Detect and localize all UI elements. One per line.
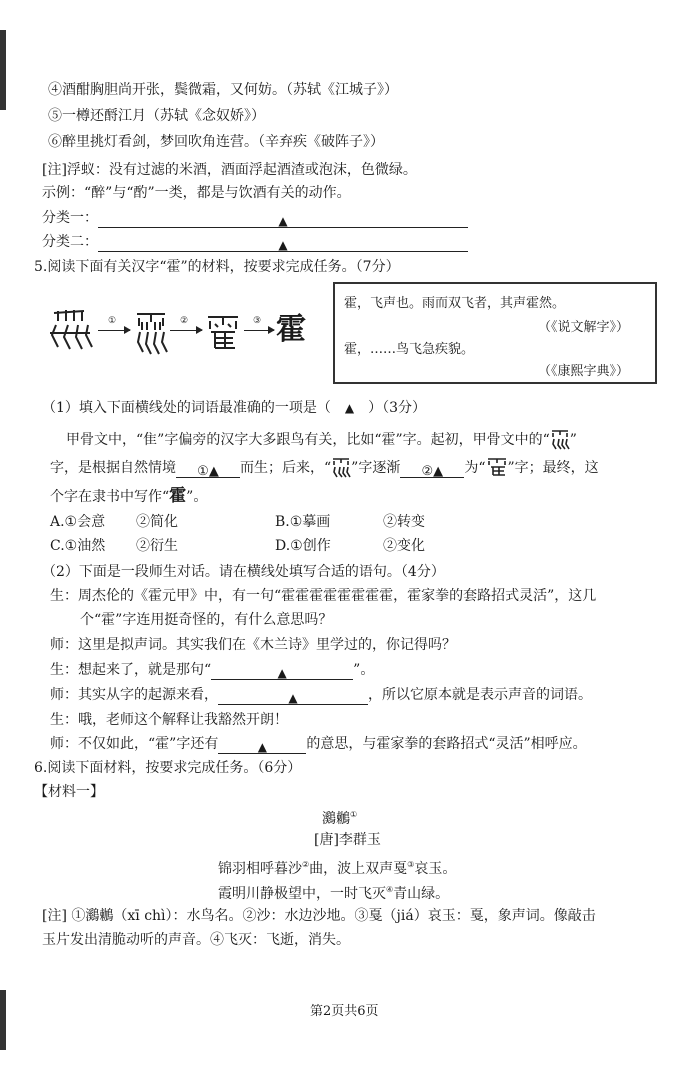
- dialog-line-4a: 师：其实从字的起源来看，: [50, 687, 218, 703]
- classify-one-blank[interactable]: [98, 211, 468, 228]
- dialog-line-6: [50, 734, 587, 754]
- note-q4: [注]浮蚁：没有过滤的米酒，酒面浮起酒渣或泡沫，色微绿。: [42, 162, 417, 178]
- option-a-2: ②简化: [136, 514, 178, 530]
- triangle-icon: ▲: [288, 691, 298, 705]
- classify-two-label: 分类二：: [42, 234, 98, 250]
- q5-title: 5.阅读下面有关汉字“霍”的材料，按要求完成任务。（7分）: [34, 259, 400, 275]
- q5-para-2-a: 字，是根据自然情境: [50, 460, 176, 476]
- dialog-line-6a: 师：不仅如此，“霍”字还有: [50, 736, 219, 752]
- dialog-line-4b: ，所以它原本就是表示声音的词语。: [368, 687, 592, 703]
- verse-1a: 锦羽相呼暮沙: [218, 861, 302, 877]
- q5-sub1-title-a: （1）填入下面横线处的词语最准确的一项是（: [42, 400, 331, 416]
- q5-para-2-d: 为“: [464, 460, 486, 476]
- dialog-line-2: 师：这里是拟声词。其实我们在《木兰诗》里学过的，你记得吗？: [50, 637, 456, 653]
- dialog-line-5: 生：哦，老师这个解释让我豁然开朗！: [50, 712, 288, 728]
- dialog-line-3: [50, 660, 374, 680]
- q5-para-1: [66, 428, 577, 450]
- material-one-label: 【材料一】: [34, 784, 104, 800]
- q5-para-3-a: 个字在隶书中写作“: [50, 489, 170, 505]
- poem-title-text: 鸂鶒: [322, 811, 350, 827]
- evolution-arrow-1: [98, 330, 130, 331]
- q5-para-1-close: ”: [569, 432, 577, 448]
- kangxi-quote: 霍，……鸟飞急疾貌。: [344, 342, 475, 357]
- evolution-arrow-2: [170, 330, 202, 331]
- classify-two-blank[interactable]: [98, 235, 468, 252]
- verse-1c: 哀玉。: [414, 861, 457, 877]
- triangle-icon: ▲: [278, 214, 288, 228]
- shuowen-source: （《说文解字》）: [538, 320, 630, 335]
- triangle-icon: ▲: [278, 238, 288, 252]
- q5-sub2-title: （2）下面是一段师生对话。请在横线处填写合适的语句。（4分）: [42, 564, 445, 580]
- dialog-blank-3[interactable]: [218, 737, 306, 754]
- step-num-3: ③: [253, 316, 262, 326]
- classify-one: [42, 208, 468, 228]
- kangxi-source: （《康熙字典》）: [538, 364, 630, 379]
- poem-author: [唐]李群玉: [314, 832, 381, 848]
- q5-sub1-title-b: ）（3分）: [368, 400, 427, 416]
- option-a[interactable]: A.①会意: [50, 514, 106, 530]
- option-b-2: ②转变: [383, 514, 425, 530]
- triangle-icon: ▲: [344, 401, 355, 415]
- classify-one-label: 分类一：: [42, 210, 98, 226]
- q5-para-2-e: ”字；最终，这: [507, 460, 599, 476]
- clerical-char-inline: 霍: [169, 486, 187, 506]
- verse-2b: 青山绿。: [393, 886, 450, 902]
- dialog-line-4: [50, 685, 592, 705]
- verse-2-note: ④: [386, 885, 394, 894]
- blank-1-label: ①▲: [197, 464, 219, 479]
- verse-2a: 霞明川静极望中，一时飞灭: [218, 886, 386, 902]
- bronze-char-inline-icon: [550, 428, 570, 450]
- bronze-char-icon: [134, 308, 168, 356]
- poem-line-5: ⑤一樽还酹江月（苏轼《念奴娇》）: [48, 108, 265, 124]
- q6-note-2: 玉片发出清脆动听的声音。④飞灭：飞逝，消失。: [42, 932, 350, 948]
- q5-para-3-b: ”。: [186, 489, 208, 505]
- triangle-icon: ▲: [277, 666, 287, 680]
- dialog-line-1b: 个“霍”字连用挺奇怪的，有什么意思吗？: [80, 612, 333, 628]
- classify-two: [42, 232, 468, 252]
- poem-title: [322, 805, 357, 829]
- binding-mark-top: [0, 30, 6, 110]
- verse-1-note-a: ②: [302, 860, 310, 869]
- q5-para-2-b: 而生；后来，“: [240, 460, 332, 476]
- option-c[interactable]: C.①油然: [50, 538, 106, 554]
- poem-line-4: ④酒酣胸胆尚开张，鬓微霜，又何妨。（苏轼《江城子》）: [48, 82, 398, 98]
- q6-title: 6.阅读下面材料，按要求完成任务。（6分）: [34, 760, 302, 776]
- poem-verse-2: [218, 880, 449, 904]
- dialog-line-1a: 生：周杰伦的《霍元甲》中，有一句“霍霍霍霍霍霍霍霍，霍家拳的套路招式灵活”，这几: [50, 588, 597, 604]
- poem-line-6: ⑥醉里挑灯看剑，梦回吹角连营。（辛弃疾《破阵子》）: [48, 134, 384, 150]
- q5-para-1-text: 甲骨文中，“隹”字偏旁的汉字大多跟鸟有关，比如“霍”字。起初，甲骨文中的“: [66, 432, 550, 448]
- seal-char-inline-icon: [486, 456, 508, 476]
- q5-para-3: [50, 486, 207, 507]
- q6-note-1: [注] ①鸂鶒（xī chì）：水鸟名。②沙：水边沙地。③戛（jiá）哀玉：戛，象声词。像敲击: [42, 908, 596, 924]
- binding-mark-bottom: [0, 990, 6, 1050]
- shuowen-quote: 霍，飞声也。雨而双飞者，其声霍然。: [344, 296, 566, 311]
- option-d-2: ②变化: [383, 538, 425, 554]
- step-num-2: ②: [180, 316, 189, 326]
- dialog-blank-2[interactable]: [218, 688, 368, 705]
- blank-2-label: ②▲: [421, 464, 444, 479]
- bronze-char-inline-icon: [331, 456, 351, 478]
- dialog-line-3a: 生：想起来了，就是那句“: [50, 662, 212, 678]
- q5-sub1-title: [42, 398, 426, 418]
- option-d[interactable]: D.①创作: [275, 538, 331, 554]
- clerical-char: 霍: [276, 312, 306, 347]
- option-c-2: ②衍生: [136, 538, 178, 554]
- page-footer: 第2页共6页: [310, 1004, 379, 1019]
- verse-1b: 曲，波上双声戛: [309, 861, 408, 877]
- q5-para-2: [50, 456, 599, 478]
- poem-verse-1: [218, 855, 456, 879]
- evolution-arrow-3: [244, 330, 274, 331]
- blank-2[interactable]: [400, 461, 464, 478]
- verse-1-note-b: ③: [407, 860, 415, 869]
- q5-para-2-c: ”字逐渐: [351, 460, 401, 476]
- option-b[interactable]: B.①摹画: [275, 514, 331, 530]
- seal-char-icon: [205, 312, 241, 352]
- dialog-blank-1[interactable]: [211, 663, 353, 680]
- triangle-icon: ▲: [257, 740, 267, 754]
- poem-title-note: ①: [350, 810, 358, 819]
- dialog-line-3b: ”。: [353, 662, 375, 678]
- blank-1[interactable]: [176, 461, 240, 478]
- oracle-bone-char-icon: [44, 305, 96, 355]
- example-text: 示例：“醉”与“酌”一类，都是与饮酒有关的动作。: [42, 185, 351, 201]
- step-num-1: ①: [108, 316, 117, 326]
- dialog-line-6b: 的意思，与霍家拳的套路招式“灵活”相呼应。: [306, 736, 587, 752]
